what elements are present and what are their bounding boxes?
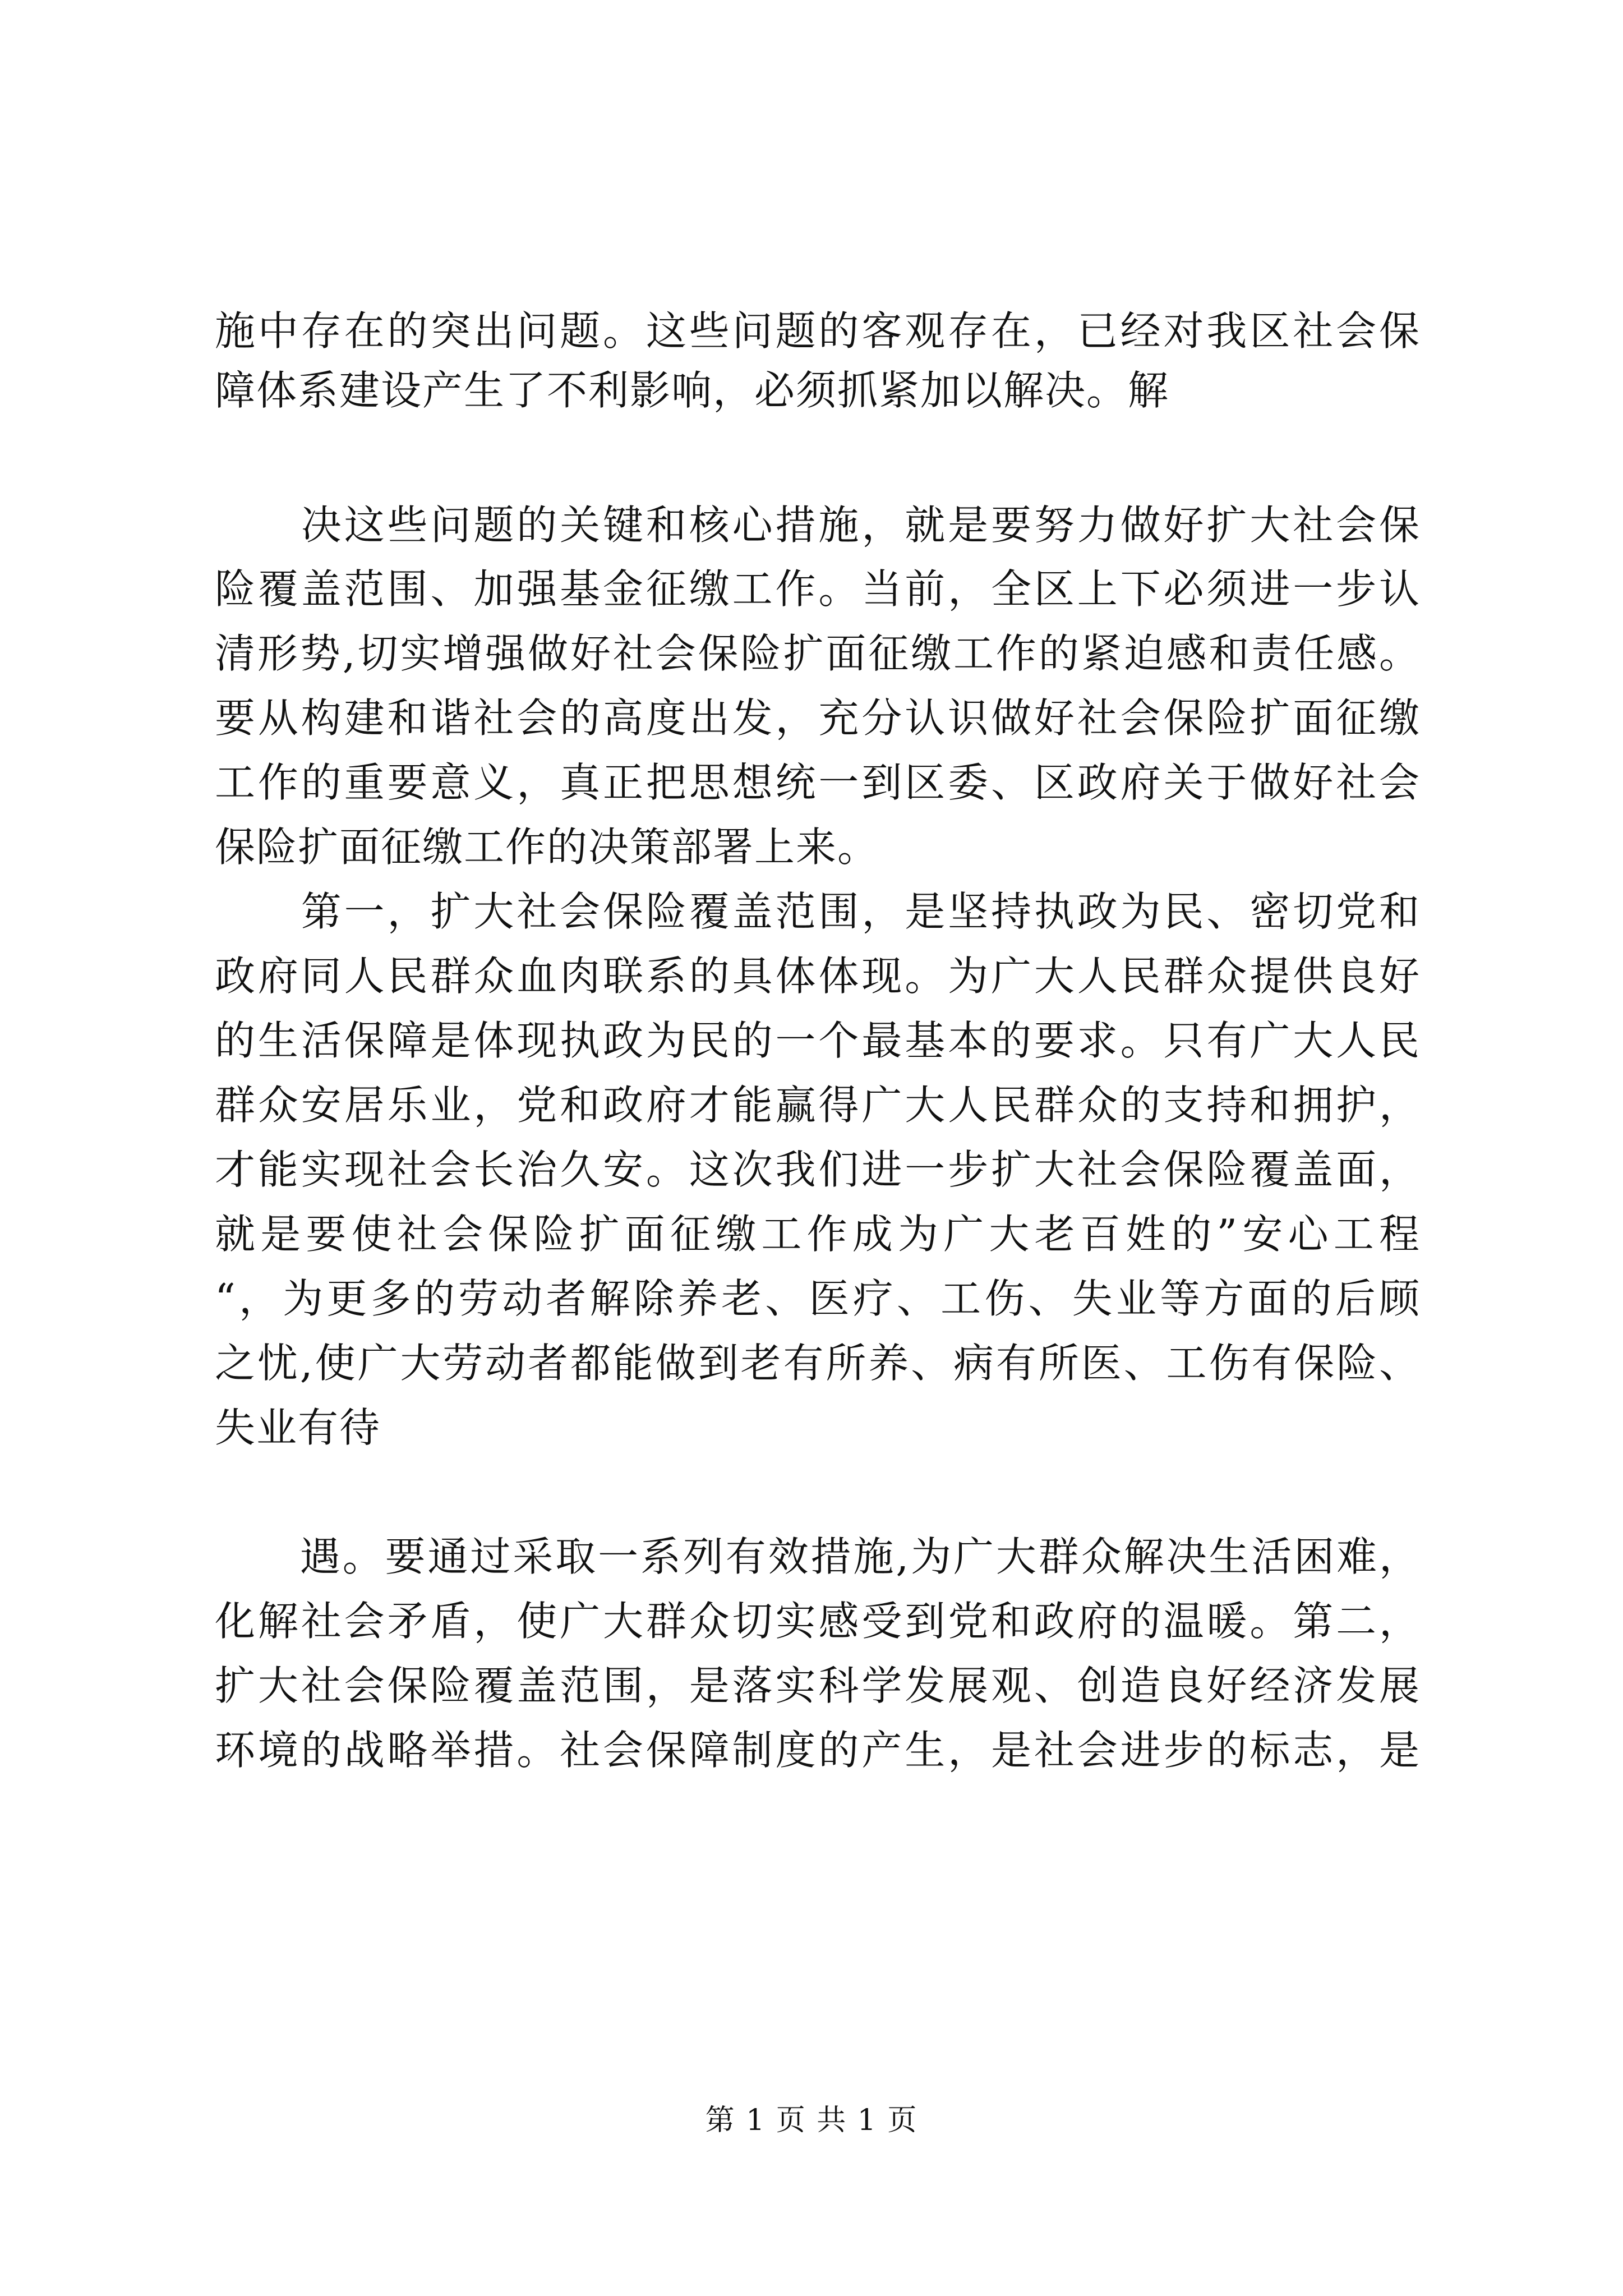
body-text-line: 清形势,切实增强做好社会保险扩面征缴工作的紧迫感和责任感。: [215, 630, 1421, 677]
body-text-line: 第一，扩大社会保险覆盖范围，是坚持执政为民、密切党和: [215, 888, 1421, 935]
body-text-line: 工作的重要意义，真正把思想统一到区委、区政府关于做好社会: [215, 759, 1421, 806]
body-text-line: 要从构建和谐社会的高度出发，充分认识做好社会保险扩面征缴: [215, 694, 1421, 742]
page-number-footer: 第 1 页 共 1 页: [705, 2104, 918, 2137]
body-text-line: 障体系建设产生了不利影响，必须抓紧加以解决。解: [215, 367, 1170, 414]
body-text-line: 遇。要通过采取一系列有效措施,为广大群众解决生活困难，: [215, 1533, 1421, 1580]
body-text-line: 才能实现社会长治久安。这次我们进一步扩大社会保险覆盖面，: [215, 1146, 1421, 1193]
body-text-line: 险覆盖范围、加强基金征缴工作。当前，全区上下必须进一步认: [215, 565, 1421, 613]
body-text-line: 施中存在的突出问题。这些问题的客观存在，已经对我区社会保: [215, 307, 1421, 355]
body-text-line: 扩大社会保险覆盖范围，是落实科学发展观、创造良好经济发展: [215, 1662, 1421, 1709]
body-text-line: “，为更多的劳动者解除养老、医疗、工伤、失业等方面的后顾: [215, 1275, 1421, 1322]
body-text-line: 环境的战略举措。社会保障制度的产生，是社会进步的标志，是: [215, 1727, 1421, 1774]
body-text-line: 决这些问题的关键和核心措施，就是要努力做好扩大社会保: [215, 501, 1421, 549]
body-text-line: 政府同人民群众血肉联系的具体体现。为广大人民群众提供良好: [215, 953, 1421, 1000]
body-text-line: 就是要使社会保险扩面征缴工作成为广大老百姓的”安心工程: [215, 1211, 1421, 1258]
body-text-line: 的生活保障是体现执政为民的一个最基本的要求。只有广大人民: [215, 1017, 1421, 1064]
body-text-line: 保险扩面征缴工作的决策部署上来。: [215, 823, 879, 871]
body-text-line: 失业有待: [215, 1404, 381, 1451]
body-text-line: 群众安居乐业，党和政府才能赢得广大人民群众的支持和拥护，: [215, 1082, 1421, 1129]
body-text-line: 化解社会矛盾，使广大群众切实感受到党和政府的温暖。第二，: [215, 1598, 1421, 1645]
body-text-line: 之忧,使广大劳动者都能做到老有所养、病有所医、工伤有保险、: [215, 1340, 1421, 1387]
